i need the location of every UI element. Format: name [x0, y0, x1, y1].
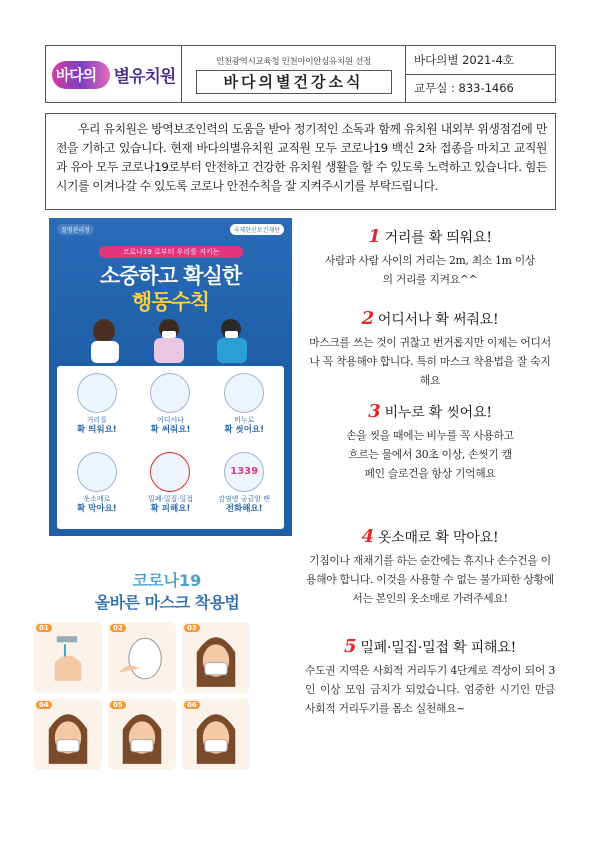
step-number: 04	[36, 701, 52, 709]
rule-section-4	[305, 526, 555, 608]
rule-cell	[61, 449, 133, 526]
rule-label: 옷소매로	[83, 494, 111, 503]
face-mask-icon	[108, 699, 176, 770]
rule-label: 감염병 궁금할 땐	[218, 494, 271, 503]
rule-title: 옷소매로 확 막아요!	[377, 530, 499, 546]
rule-action: 전화해요!	[225, 503, 263, 514]
rule-cell	[135, 449, 207, 526]
rule-body: 사람과 사람 사이의 거리는 2m, 최소 1m 이상의 거리를 지켜요^^	[324, 254, 536, 286]
rule-heading	[305, 401, 555, 422]
rule-title: 밀폐·밀집·밀접 확 피해요!	[360, 640, 516, 656]
logo-text: 별유치원	[113, 66, 176, 87]
rule-title: 어디서나 확 써줘요!	[377, 312, 499, 328]
step-number: 01	[36, 624, 52, 632]
face-mask-icon	[182, 699, 250, 770]
poster-tagline: 코로나19 로부터 우리를 지키는	[99, 246, 243, 258]
rule-cell	[208, 370, 280, 447]
rule-action: 확 씻어요!	[224, 425, 264, 435]
face-mask-icon	[182, 622, 250, 693]
masked-people-illustration	[49, 313, 292, 363]
rule-heading	[305, 308, 555, 329]
safety-poster	[49, 218, 292, 536]
office-phone: 교무실 : 833-1466	[406, 74, 555, 103]
mask-step	[34, 699, 102, 770]
rule-action: 확 막아요!	[76, 503, 117, 514]
poster-headline-2: 행동수칙	[131, 290, 210, 314]
logo-mark	[52, 59, 110, 89]
rule-label: 거리를	[86, 416, 107, 424]
logo-script: 바다의	[55, 66, 97, 84]
intro-text: 우리 유치원은 방역보조인력의 도움을 받아 정기적인 소독과 함께 유치원 내외부 위생점검에 만전을 기하고 있습니다. 현재 바다의별유치원 교직원 모두 코로나19 백신 2차 접종을 마치고 교직원과 유아 모두 코로나19로부터 안전하고 건강한 유치원 생활을 할 수 있도록 노력하고 있습니다. 힘든 시기를 이겨나갈 수 있도록 코로나 안전수칙을 잘 지켜주시기를 부탁드립니다.	[56, 122, 547, 193]
step-number: 02	[110, 624, 126, 632]
rule-number: 2	[361, 308, 374, 329]
distance-icon	[77, 373, 117, 413]
rule-label: 어디서나	[156, 416, 185, 424]
newsletter-title: 바다의별건강소식	[196, 70, 392, 94]
mask-step	[108, 699, 176, 770]
mask-hold-icon	[108, 622, 176, 693]
face-mask-icon	[34, 699, 102, 770]
handwash-icon	[224, 373, 264, 413]
mask-step	[108, 622, 176, 693]
intro-box	[45, 113, 556, 210]
poster-headline-1: 소중하고 확실한	[99, 264, 242, 288]
rule-section-2	[305, 308, 555, 390]
poster-org-left: 질병관리청	[57, 224, 94, 235]
mask-icon	[150, 373, 190, 413]
poster-org-right: 국제한인보건재단	[230, 224, 284, 235]
rule-title: 거리를 확 띄워요!	[384, 230, 492, 246]
rule-heading	[305, 526, 555, 547]
step-number: 06	[184, 701, 200, 709]
rule-label: 비누로	[234, 416, 255, 424]
rule-cell	[135, 370, 207, 447]
step-number: 05	[110, 701, 126, 709]
sleeve-cough-icon	[77, 452, 117, 492]
rule-number: 1	[368, 226, 381, 247]
rule-cell	[208, 449, 280, 526]
rule-number: 3	[368, 401, 381, 422]
rule-body: 기침이나 재채기를 하는 순간에는 휴지나 손수건을 이용해야 합니다. 이것을 사용할 수 없는 불가피한 상황에서는 본인의 옷소매로 가려주세요!	[306, 554, 554, 605]
rule-section-3	[305, 401, 555, 483]
rule-action: 확 띄워요!	[76, 425, 117, 435]
kindergarten-logo	[46, 46, 182, 102]
mask-guide-title-1: 코로나19	[132, 571, 202, 590]
phone-hotline-icon: 1339	[224, 452, 264, 492]
rule-action: 확 써줘요!	[150, 425, 191, 435]
rule-section-1	[305, 226, 555, 289]
rule-label: 밀폐·밀집·밀접	[147, 494, 193, 503]
rule-number: 4	[361, 526, 374, 547]
rule-number: 5	[344, 636, 357, 657]
rule-section-5	[305, 636, 555, 718]
rule-body: 수도권 지역은 사회적 거리두기 4단계로 격상이 되어 3인 이상 모임 금지가 되었습니다. 엄중한 시기인 만큼 사회적 거리두기를 몸소 실천해요~	[305, 664, 555, 715]
mask-steps	[34, 622, 250, 770]
header-info	[406, 46, 555, 102]
mask-guide-title-2: 올바른 마스크 착용법	[94, 593, 240, 612]
rule-title: 비누로 확 씻어요!	[384, 405, 492, 421]
rule-heading	[305, 226, 555, 247]
issue-number: 바다의별 2021-4호	[414, 52, 514, 67]
mask-step	[34, 622, 102, 693]
rule-cell	[61, 370, 133, 447]
mask-step	[182, 622, 250, 693]
newsletter-header	[45, 45, 556, 103]
rule-heading	[305, 636, 555, 657]
header-title-block	[182, 46, 406, 102]
mask-step	[182, 699, 250, 770]
rules-grid	[57, 366, 284, 529]
rule-body: 마스크를 쓰는 것이 귀찮고 번거롭지만 이제는 어디서나 꼭 착용해야 합니다. 특히 마스크 착용법을 잘 숙지해요	[309, 336, 551, 387]
rule-action: 확 피해요!	[150, 503, 191, 514]
rule-body: 손을 씻을 때에는 비누를 꼭 사용하고 흐르는 물에서 30초 이상, 손씻기 캠페인 슬로건을 항상 기억해요	[346, 429, 514, 480]
header-subtitle: 인천광역시교육청 인천아이안심유치원 선정	[215, 56, 372, 67]
step-number: 03	[184, 624, 200, 632]
no-crowd-icon	[150, 452, 190, 492]
washing-hands-icon	[34, 622, 102, 693]
mask-guide	[39, 560, 264, 774]
